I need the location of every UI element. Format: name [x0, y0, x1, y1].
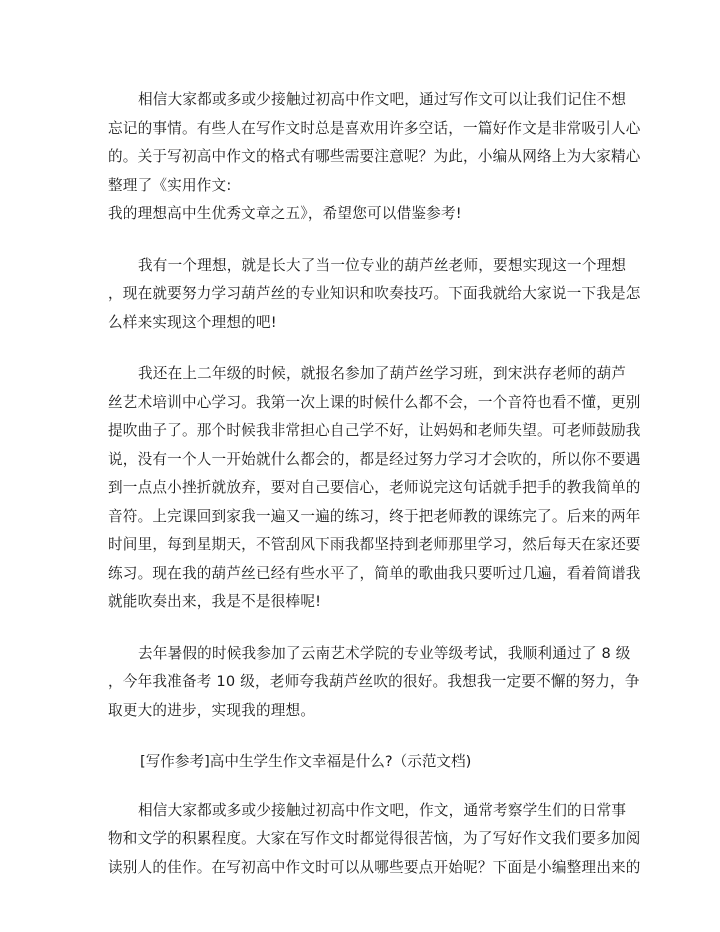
text-line: 物和文学的积累程度。大家在写作文时都觉得很苦恼，为了写好作文我们要多加阅 — [108, 830, 641, 847]
reference-paragraph — [108, 797, 641, 883]
exam-paragraph — [108, 640, 640, 726]
text-line: 时间里，每到星期天，不管刮风下雨我都坚持到老师那里学习，然后每天在家还要 — [108, 536, 641, 553]
text-line: 么样来实现这个理想的吧! — [108, 313, 277, 331]
text-line: 练习。现在我的葫芦丝已经有些水平了，简单的歌曲我只要听过几遍，看着简谱我 — [108, 564, 641, 582]
text-line: 我还在上二年级的时候，就报名参加了葫芦丝学习班，到宋洪存老师的葫芦 — [138, 365, 627, 382]
text-line: 我有一个理想，就是长大了当一位专业的葫芦丝老师，要想实现这一个理想 — [138, 256, 627, 274]
text-line: 相信大家都或多或少接触过初高中作文吧，通过写作文可以让我们记住不想 — [138, 91, 627, 108]
text-line: 我的理想高中生优秀文章之五》，希望您可以借鉴参考! — [108, 205, 462, 222]
text-line: 读别人的佳作。在写初高中作文时可以从哪些要点开始呢？下面是小编整理出来的 — [108, 858, 641, 876]
text-line: 到一点点小挫折就放弃，要对自己要信心，老师说完这句话就手把手的教我简单的 — [108, 479, 641, 496]
text-line: 说，没有一个人一开始就什么都会的，都是经过努力学习才会吹的，所以你不要遇 — [108, 450, 641, 468]
intro-paragraph — [108, 86, 641, 229]
text-line: 提吹曲子了。那个时候我非常担心自己学不好，让妈妈和老师失望。可老师鼓励我 — [108, 422, 641, 439]
text-line: 丝艺术培训中心学习。我第一次上课的时候什么都不会，一个音符也看不懂，更别 — [108, 393, 641, 411]
text-line: 去年暑假的时候我参加了云南艺术学院的专业等级考试，我顺利通过了 8 级 — [138, 644, 631, 662]
text-line: ，现在就要努力学习葫芦丝的专业知识和吹奏技巧。下面我就给大家说一下我是怎 — [108, 285, 641, 302]
dream-paragraph — [108, 252, 641, 338]
text-line: 取更大的进步，实现我的理想。 — [108, 701, 316, 719]
text-line: 的。关于写初高中作文的格式有哪些需要注意呢？为此，小编从网络上为大家精心 — [108, 148, 641, 165]
text-line: 就能吹奏出来，我是不是很棒呢! — [108, 593, 322, 610]
text-line: 整理了《实用作文: — [108, 176, 232, 194]
text-line: 忘记的事情。有些人在写作文时总是喜欢用许多空话，一篇好作文是非常吸引人心 — [108, 119, 641, 137]
text-line: ，今年我准备考 10 级，老师夸我葫芦丝吹的很好。我想我一定要不懈的努力，争 — [108, 673, 640, 690]
reference-title: [写作参考]高中生学生作文幸福是什么?（示范文档) — [140, 753, 472, 770]
text-line: 音符。上完课回到家我一遍又一遍的练习，终于把老师教的课练完了。后来的两年 — [108, 507, 641, 525]
document-body — [108, 86, 641, 905]
text-line: 相信大家都或多或少接触过初高中作文吧，作文，通常考察学生们的日常事 — [138, 801, 627, 819]
learning-paragraph — [108, 360, 641, 617]
